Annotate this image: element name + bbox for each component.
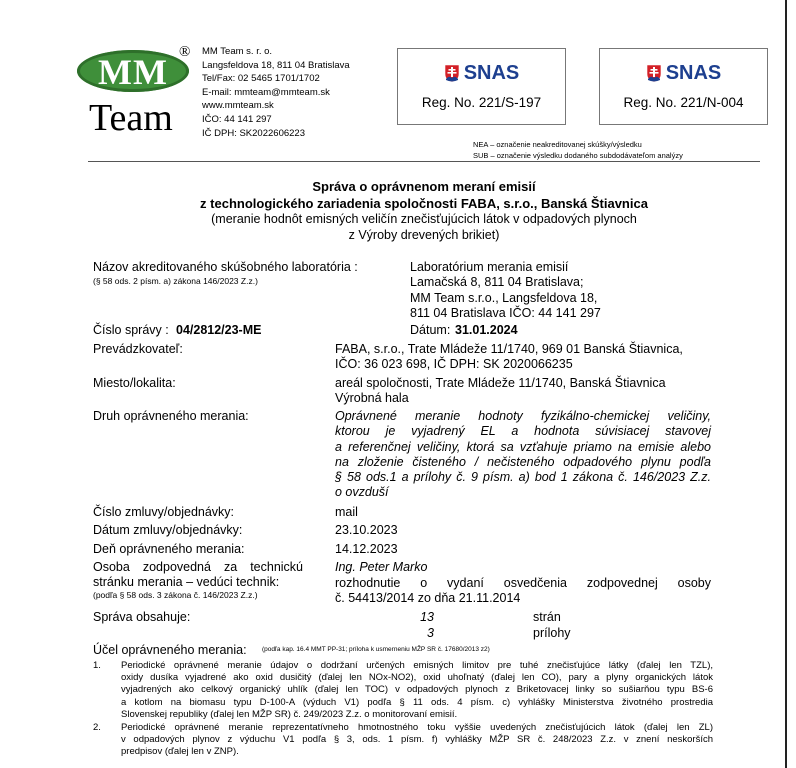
purpose-line: predpisov (ďalej len v ZNP). [121, 746, 239, 758]
registered-mark: ® [179, 44, 191, 60]
mmteam-logo [73, 44, 198, 139]
page-edge [785, 0, 787, 768]
purpose-item [121, 722, 713, 759]
type-line: na zloženie čisteného / nečisteného odpadového plynu podľa [335, 454, 711, 469]
type-line: ktorou je vyjadrený EL a hodnota súvisiacej stavovej [335, 424, 711, 439]
pages-word: strán [533, 610, 561, 624]
purpose-line: a kotlom na biomasu typu D-100-A (výduch V1) podľa § 11 ods. 4 písm. c) vyhlášky Ministerstva životného prostredia [121, 696, 713, 708]
measurement-type-label: Druh oprávneného merania: [93, 409, 249, 423]
measurement-day: 14.12.2023 [335, 542, 398, 556]
contract-date-label: Dátum zmluvy/objednávky: [93, 523, 243, 537]
purpose-line: Periodické oprávnené meranie údajov o dodržaní určených emisných limitov pre tuhé znečisťujúce látky (ďalej len TZL), [121, 660, 713, 671]
lab-value-line: Lamačská 8, 811 04 Bratislava; [410, 275, 584, 290]
location-value [335, 376, 666, 407]
operator-line: FABA, s.r.o., Trate Mládeže 11/1740, 969 01 Banská Štiavnica, [335, 342, 683, 356]
slovak-coat-of-arms-icon [444, 64, 460, 83]
logo-team-text: Team [89, 97, 173, 139]
responsible-person-label [93, 560, 303, 591]
company-ico: IČO: 44 141 297 [202, 113, 272, 125]
purpose-line: oxidy dusíka vyjadrené ako oxid dusičitý (ďalej len NOx-NO2), oxid uhoľnatý (ďalej len CO), pary a plyny organických látok [121, 672, 713, 684]
decision-line: č. 54413/2014 zo dňa 21.11.2014 [335, 591, 521, 606]
purpose-num: 1. [93, 660, 101, 671]
report-date: 31.01.2024 [455, 323, 518, 337]
person-label-line: stránku merania – vedúci technik: [93, 575, 280, 590]
contract-date: 23.10.2023 [335, 523, 398, 537]
report-title-line1: Správa o oprávnenom meraní emisií [312, 179, 536, 194]
company-web: www.mmteam.sk [202, 100, 274, 112]
lab-value [410, 260, 601, 321]
lab-value-line: MM Team s.r.o., Langsfeldova 18, [410, 290, 598, 305]
snas-brand: SNAS [665, 62, 722, 84]
responsible-person-decision [335, 576, 711, 607]
measurement-type-value [335, 409, 711, 501]
report-number: 04/2812/23-ME [176, 323, 262, 337]
lab-label: Názov akreditovaného skúšobného laboratória : [93, 260, 358, 274]
decision-line: rozhodnutie o vydaní osvedčenia zodpovednej osoby [335, 576, 711, 590]
responsible-person-note: (podľa § 58 ods. 3 zákona č. 146/2023 Z.z.) [93, 590, 258, 600]
report-title-line2: z technologického zariadenia spoločnosti FABA, s.r.o., Banská Štiavnica [200, 196, 648, 211]
type-line: Oprávnené meranie hodnoty fyzikálno-chemickej veličiny, [335, 409, 711, 423]
snas-brand: SNAS [463, 62, 520, 84]
contract-number-label: Číslo zmluvy/objednávky: [93, 505, 235, 519]
type-line: o ovzduší [335, 485, 389, 500]
location-line: areál spoločnosti, Trate Mládeže 11/1740, Banská Štiavnica [335, 376, 666, 390]
snas-accreditation-box [397, 48, 566, 125]
type-line: § 58 ods.1 a prílohy č. 9 písm. a) bod 1 zákona č. 146/2023 Z.z. [335, 470, 711, 485]
report-date-label: Dátum: [410, 323, 451, 337]
snas-reg-number: Reg. No. 221/S-197 [421, 95, 542, 110]
company-name: MM Team s. r. o. [202, 46, 273, 57]
operator-line: IČO: 36 023 698, IČ DPH: SK 2020066235 [335, 357, 573, 372]
legend-nea: NEA – označenie neakreditovanej skúšky/výsledku [473, 140, 642, 149]
company-address: Langsfeldova 18, 811 04 Bratislava [202, 59, 350, 71]
purpose-num: 2. [93, 722, 101, 733]
lab-value-line: 811 04 Bratislava IČO: 44 141 297 [410, 305, 601, 320]
contract-number: mail [335, 505, 358, 519]
legend-sub: SUB – označenie výsledku dodaného subdodávateľom analýzy [473, 150, 683, 160]
purpose-line: vyjadrených ako celkový organický uhlík (ďalej len TOC) v odpadových plynoch z Briketovacej linky so sušiarňou typu BS-6 [121, 684, 713, 696]
company-info [202, 45, 350, 140]
operator-label: Prevádzkovateľ: [93, 342, 183, 356]
company-email: E-mail: mmteam@mmteam.sk [202, 86, 330, 98]
purpose-label: Účel oprávneného merania: [93, 643, 247, 657]
purpose-line: Periodické oprávnené meranie reprezentatívneho hmotnostného toku vyššie uvedených znečisťujúcich látok (ďalej len ZL) [121, 722, 713, 733]
pages-count: 13 [420, 610, 434, 624]
report-number-label: Číslo správy : [93, 323, 169, 337]
attachments-count: 3 [427, 626, 434, 640]
company-dic: IČ DPH: SK2022606223 [202, 127, 305, 139]
purpose-line: Slovenskej republiky (ďalej len MŽP SR) č. 249/2023 Z.z. o monitorovaní emisií. [121, 708, 458, 720]
operator-value [335, 342, 683, 373]
lab-value-line: Laboratórium merania emisií [410, 260, 569, 274]
report-subtitle-line1: (meranie hodnôt emisných veličín znečisťujúcich látok v odpadových plynoch [211, 212, 637, 226]
purpose-note: (podľa kap. 16.4 MMT PP-31; príloha k usmerneniu MŽP SR č. 17680/2013 z2) [262, 646, 490, 653]
report-contains-label: Správa obsahuje: [93, 610, 191, 624]
report-subtitle-line2: z Výroby drevených brikiet) [348, 228, 500, 242]
purpose-item [121, 660, 713, 721]
company-phone: Tel/Fax: 02 5465 1701/1702 [202, 73, 320, 85]
snas-accreditation-box [599, 48, 768, 125]
measurement-day-label: Deň oprávneného merania: [93, 542, 245, 556]
snas-reg-number: Reg. No. 221/N-004 [623, 95, 744, 110]
header-divider [88, 161, 760, 162]
person-label-line: Osoba zodpovedná za technickú [93, 560, 303, 574]
location-line: Výrobná hala [335, 391, 409, 406]
attachments-word: prílohy [533, 626, 571, 640]
type-line: a referenčnej veličiny, ktorá sa vzťahuje priamo na emisie alebo [335, 439, 711, 454]
slovak-coat-of-arms-icon [646, 64, 662, 83]
location-label: Miesto/lokalita: [93, 376, 176, 390]
legend [473, 140, 683, 161]
purpose-line: v odpadových plynov z výduchu V1 podľa § 3, ods. 1 písm. f) vyhlášky MŽP SR č. 248/2023 Z.z. v znení neskorších [121, 734, 713, 746]
lab-note: (§ 58 ods. 2 písm. a) zákona 146/2023 Z.z.) [93, 276, 258, 286]
logo-mm-text: MM [98, 52, 168, 92]
responsible-person-name: Ing. Peter Marko [335, 560, 428, 574]
